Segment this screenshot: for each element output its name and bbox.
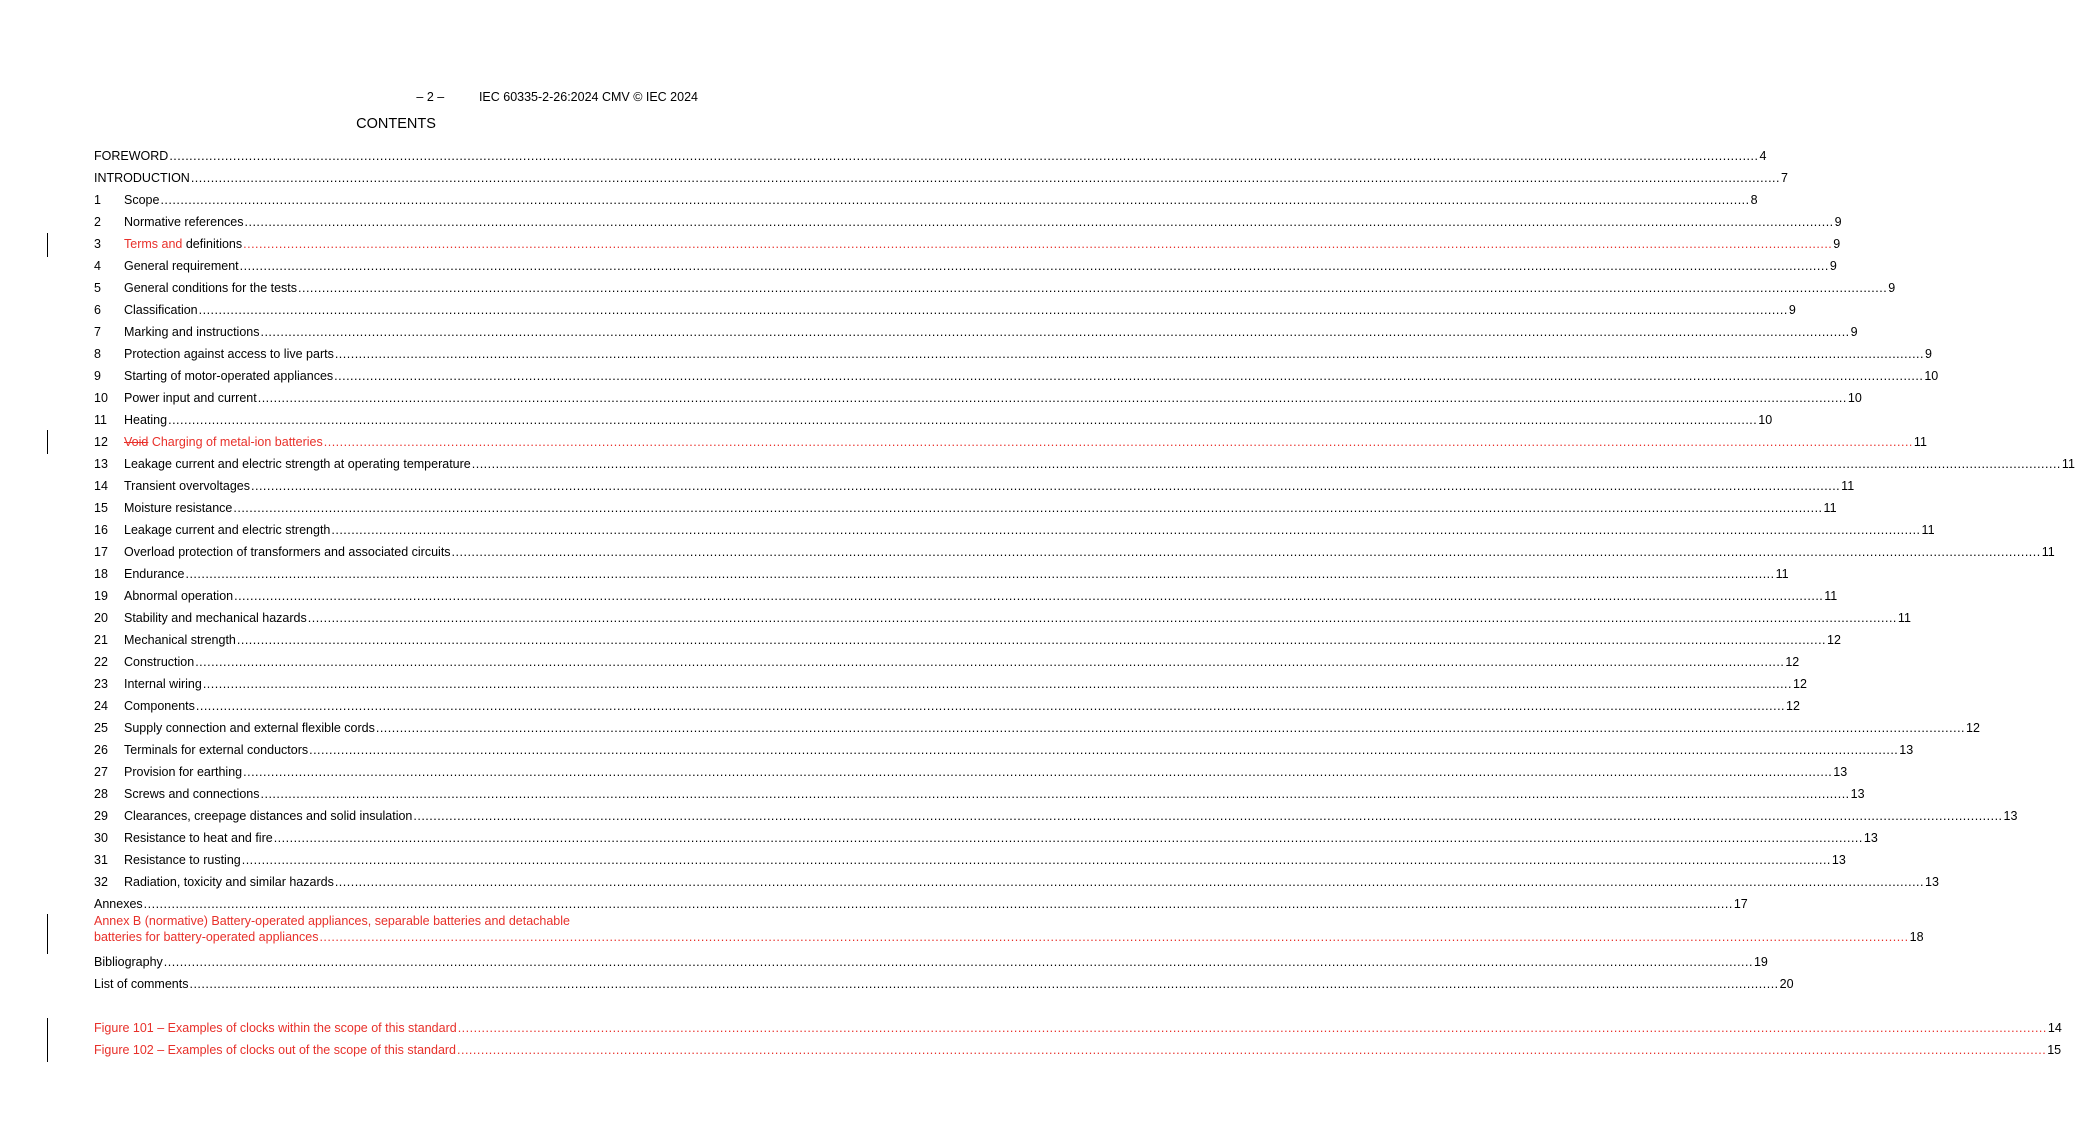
toc-page-number: 11 (1841, 479, 1855, 493)
document-id: IEC 60335-2-26:2024 CMV © IEC 2024 (478, 90, 698, 104)
change-bar (47, 914, 48, 954)
toc-clause-number: 16 (94, 523, 108, 537)
toc-clause-number: 10 (94, 391, 108, 405)
toc-leader-dots: ................................................................................................................................................................................................................................................................................................................................................................................................................ (334, 875, 1924, 889)
toc-entry-label (124, 720, 375, 736)
entry-text: Screws and connections (124, 787, 260, 801)
toc-page-number: 9 (1829, 259, 1837, 273)
toc-page-number: 12 (1786, 699, 1800, 713)
toc-entry-label (124, 456, 471, 472)
entry-text: Stability and mechanical hazards (124, 611, 307, 625)
toc-entry-label (94, 1020, 457, 1036)
toc-entry-label (124, 368, 333, 384)
toc-page-number: 13 (1833, 765, 1848, 779)
toc-entry[interactable] (94, 802, 2018, 824)
toc-entry-label (124, 478, 250, 494)
toc-entry[interactable] (94, 252, 1837, 274)
toc-entry[interactable] (94, 582, 1838, 604)
toc-entry[interactable] (94, 604, 1911, 626)
toc-entry[interactable] (94, 340, 1932, 362)
toc-page-number: 11 (2061, 457, 2075, 471)
toc-leader-dots: ................................................................................................................................................................................................................................................................................................................................................................................................................ (319, 930, 1909, 944)
toc-entry[interactable] (94, 758, 1848, 780)
toc-page-number: 9 (1834, 215, 1842, 229)
toc-entry[interactable] (94, 970, 1794, 992)
toc-clause-number: 31 (94, 853, 108, 867)
toc-entry[interactable] (94, 428, 1927, 450)
toc-entry[interactable] (94, 648, 1800, 670)
toc-leader-dots: ................................................................................................................................................................................................................................................................................................................................................................................................................ (257, 391, 1847, 405)
toc-page-number: 14 (2047, 1021, 2062, 1035)
toc-page-number: 13 (2003, 809, 2018, 823)
toc-entry[interactable] (94, 450, 2075, 472)
toc-leader-dots: ................................................................................................................................................................................................................................................................................................................................................................................................................ (241, 853, 1831, 867)
page-title: CONTENTS (356, 116, 436, 132)
toc-clause-number: 14 (94, 479, 108, 493)
entry-text: Transient overvoltages (124, 479, 250, 493)
toc-entry[interactable] (94, 560, 1789, 582)
entry-text: Supply connection and external flexible cords (124, 721, 375, 735)
toc-page-number: 7 (1781, 171, 1788, 185)
toc-page-number: 9 (1833, 237, 1841, 251)
toc-clause-number: 20 (94, 611, 108, 625)
toc-clause-number: 18 (94, 567, 108, 581)
toc-page-number: 11 (1823, 501, 1837, 515)
toc-page-number: 11 (1921, 523, 1935, 537)
toc-leader-dots: ................................................................................................................................................................................................................................................................................................................................................................................................................ (457, 1043, 2047, 1057)
toc-leader-dots: ................................................................................................................................................................................................................................................................................................................................................................................................................ (198, 303, 1788, 317)
toc-entry[interactable] (94, 868, 1939, 890)
toc-entry-label (124, 786, 260, 802)
toc-page-number: 12 (1827, 633, 1841, 647)
toc-leader-dots: ................................................................................................................................................................................................................................................................................................................................................................................................................ (243, 237, 1833, 251)
entry-text: Scope (124, 193, 160, 207)
toc-clause-number: 23 (94, 677, 108, 691)
toc-clause-number: 26 (94, 743, 108, 757)
toc-entry-label (124, 390, 257, 406)
entry-text: Mechanical strength (124, 633, 236, 647)
toc-entry[interactable] (94, 472, 1855, 494)
list-of-figures (94, 1014, 2062, 1058)
toc-annex-b-line1: Annex B (normative) Battery-operated appliances, separable batteries and detachable (94, 914, 570, 928)
toc-entry[interactable] (94, 230, 1841, 252)
toc-clause-number: 28 (94, 787, 108, 801)
entry-text: Bibliography (94, 955, 163, 969)
entry-text: Leakage current and electric strength (124, 523, 331, 537)
toc-page-number: 9 (1888, 281, 1896, 295)
toc-entry[interactable] (94, 406, 1773, 428)
entry-text: Components (124, 699, 195, 713)
entry-text: INTRODUCTION (94, 171, 190, 185)
toc-page-number: 17 (1733, 897, 1748, 911)
toc-clause-number: 12 (94, 435, 108, 449)
toc-annex-b-line2: batteries for battery-operated appliances (94, 930, 319, 944)
toc-page-number: 13 (1863, 831, 1878, 845)
toc-clause-number: 30 (94, 831, 108, 845)
entry-text: Abnormal operation (124, 589, 234, 603)
toc-leader-dots: ................................................................................................................................................................................................................................................................................................................................................................................................................ (457, 1021, 2047, 1035)
entry-text: Clearances, creepage distances and solid insulation (124, 809, 413, 823)
toc-entry-label (124, 434, 323, 450)
changed-text: Charging of metal-ion batteries (148, 435, 323, 449)
toc-clause-number: 32 (94, 875, 108, 889)
toc-clause-number: 11 (94, 413, 107, 427)
toc-entry[interactable] (94, 890, 1748, 912)
toc-entry-label (124, 280, 297, 296)
toc-clause-number: 4 (94, 259, 101, 273)
toc-annex-b[interactable] (94, 912, 1924, 945)
toc-clause-number: 27 (94, 765, 108, 779)
toc-page-number: 11 (1775, 567, 1789, 581)
entry-text: Leakage current and electric strength at operating temperature (124, 457, 471, 471)
entry-text: Terminals for external conductors (124, 743, 309, 757)
toc-leader-dots: ................................................................................................................................................................................................................................................................................................................................................................................................................ (334, 347, 1924, 361)
toc-entry-label (124, 610, 307, 626)
toc-entry[interactable] (94, 780, 1865, 802)
toc-leader-dots: ................................................................................................................................................................................................................................................................................................................................................................................................................ (260, 787, 1850, 801)
toc-entry-label (124, 852, 241, 868)
toc-leader-dots: ................................................................................................................................................................................................................................................................................................................................................................................................................ (185, 567, 1775, 581)
toc-clause-number: 7 (94, 325, 101, 339)
table-of-contents (94, 142, 2075, 912)
entry-text: Endurance (124, 567, 185, 581)
toc-page-number: 13 (1831, 853, 1846, 867)
change-bar (47, 430, 48, 454)
entry-text: Figure 101 – Examples of clocks within the scope of this standard (94, 1021, 457, 1035)
toc-leader-dots: ................................................................................................................................................................................................................................................................................................................................................................................................................ (413, 809, 2003, 823)
entry-text: Construction (124, 655, 195, 669)
toc-leader-dots: ................................................................................................................................................................................................................................................................................................................................................................................................................ (273, 831, 1863, 845)
toc-leader-dots: ................................................................................................................................................................................................................................................................................................................................................................................................................ (471, 457, 2061, 471)
toc-leader-dots: ................................................................................................................................................................................................................................................................................................................................................................................................................ (451, 545, 2041, 559)
toc-entry[interactable] (94, 692, 1800, 714)
toc-leader-dots: ................................................................................................................................................................................................................................................................................................................................................................................................................ (169, 149, 1759, 163)
toc-entry[interactable] (94, 670, 1807, 692)
toc-entry-label (124, 500, 232, 516)
toc-entry[interactable] (94, 164, 1788, 186)
toc-entry[interactable] (94, 318, 1858, 340)
toc-page-number: 18 (1909, 930, 1924, 944)
toc-page-number: 10 (1924, 369, 1939, 383)
toc-leader-dots: ................................................................................................................................................................................................................................................................................................................................................................................................................ (202, 677, 1792, 691)
toc-leader-dots: ................................................................................................................................................................................................................................................................................................................................................................................................................ (189, 977, 1779, 991)
entry-text: Protection against access to live parts (124, 347, 334, 361)
toc-clause-number: 17 (94, 545, 108, 559)
toc-page-number: 12 (1966, 721, 1980, 735)
toc-page-number: 11 (2041, 545, 2055, 559)
toc-entry-label (124, 830, 273, 846)
toc-clause-number: 3 (94, 237, 101, 251)
toc-leader-dots: ................................................................................................................................................................................................................................................................................................................................................................................................................ (331, 523, 1921, 537)
entry-text: Classification (124, 303, 198, 317)
toc-entry[interactable] (94, 494, 1837, 516)
toc-leader-dots: ................................................................................................................................................................................................................................................................................................................................................................................................................ (163, 955, 1753, 969)
toc-clause-number: 8 (94, 347, 101, 361)
toc-leader-dots: ................................................................................................................................................................................................................................................................................................................................................................................................................ (309, 743, 1899, 757)
toc-entry[interactable] (94, 208, 1842, 230)
toc-leader-dots: ................................................................................................................................................................................................................................................................................................................................................................................................................ (251, 479, 1841, 493)
toc-entry[interactable] (94, 736, 1914, 758)
toc-entry[interactable] (94, 714, 1980, 736)
toc-entry-label (124, 808, 412, 824)
figure-entry[interactable] (94, 1014, 2062, 1036)
toc-entry-label (94, 1042, 456, 1058)
toc-page-number: 11 (1824, 589, 1838, 603)
toc-entry-label (124, 632, 236, 648)
toc-page-number: 9 (1850, 325, 1858, 339)
entry-text: FOREWORD (94, 149, 169, 163)
toc-back-matter (94, 948, 1794, 992)
page-number: – 2 – (416, 90, 445, 104)
entry-text: definitions (182, 237, 243, 251)
toc-page-number: 8 (1750, 193, 1758, 207)
toc-clause-number: 15 (94, 501, 108, 515)
entry-text: Starting of motor-operated appliances (124, 369, 334, 383)
toc-entry[interactable] (94, 626, 1841, 648)
toc-clause-number: 25 (94, 721, 108, 735)
toc-clause-number: 19 (94, 589, 108, 603)
toc-leader-dots: ................................................................................................................................................................................................................................................................................................................................................................................................................ (143, 897, 1733, 911)
toc-clause-number: 5 (94, 281, 101, 295)
toc-page-number: 20 (1779, 977, 1794, 991)
toc-leader-dots: ................................................................................................................................................................................................................................................................................................................................................................................................................ (375, 721, 1966, 735)
toc-entry-label (124, 522, 330, 538)
toc-entry[interactable] (94, 296, 1796, 318)
entry-text: Internal wiring (124, 677, 202, 691)
toc-page-number: 19 (1753, 955, 1768, 969)
entry-text: Radiation, toxicity and similar hazards (124, 875, 334, 889)
toc-clause-number: 1 (94, 193, 101, 207)
entry-text: General requirement (124, 259, 239, 273)
toc-entry-label (124, 412, 167, 428)
toc-leader-dots: ................................................................................................................................................................................................................................................................................................................................................................................................................ (334, 369, 1924, 383)
toc-entry-label (124, 654, 194, 670)
entry-text: Resistance to rusting (124, 853, 241, 867)
toc-entry[interactable] (94, 274, 1896, 296)
toc-entry-label (124, 742, 308, 758)
toc-entry-label (94, 170, 190, 186)
toc-leader-dots: ................................................................................................................................................................................................................................................................................................................................................................................................................ (195, 699, 1786, 713)
toc-clause-number: 24 (94, 699, 108, 713)
toc-page-number: 11 (1913, 435, 1927, 449)
toc-page-number: 9 (1788, 303, 1796, 317)
toc-leader-dots: ................................................................................................................................................................................................................................................................................................................................................................................................................ (233, 501, 1823, 515)
toc-entry[interactable] (94, 186, 1758, 208)
toc-clause-number: 6 (94, 303, 101, 317)
toc-entry-label (94, 896, 143, 912)
toc-page-number: 9 (1925, 347, 1932, 361)
toc-entry-label (124, 676, 202, 692)
toc-page-number: 15 (2047, 1043, 2062, 1057)
toc-clause-number: 29 (94, 809, 108, 823)
toc-leader-dots: ................................................................................................................................................................................................................................................................................................................................................................................................................ (243, 765, 1833, 779)
figure-entry[interactable] (94, 1036, 2062, 1058)
entry-text: Power input and current (124, 391, 257, 405)
toc-page-number: 12 (1785, 655, 1800, 669)
toc-entry-label (124, 192, 159, 208)
entry-text: Heating (124, 413, 168, 427)
toc-page-number: 12 (1793, 677, 1807, 691)
toc-leader-dots: ................................................................................................................................................................................................................................................................................................................................................................................................................ (160, 193, 1750, 207)
toc-page-number: 10 (1758, 413, 1773, 427)
toc-entry[interactable] (94, 824, 1878, 846)
toc-leader-dots: ................................................................................................................................................................................................................................................................................................................................................................................................................ (236, 633, 1827, 647)
toc-clause-number: 21 (94, 633, 108, 647)
toc-entry[interactable] (94, 846, 1846, 868)
toc-entry-label (124, 566, 184, 582)
entry-text: Figure 102 – Examples of clocks out of the scope of this standard (94, 1043, 457, 1057)
entry-text: Normative references (124, 215, 244, 229)
toc-page-number: 11 (1897, 611, 1911, 625)
changed-text: Terms and (124, 237, 183, 251)
toc-entry-label (94, 148, 168, 164)
toc-leader-dots: ................................................................................................................................................................................................................................................................................................................................................................................................................ (168, 413, 1758, 427)
entry-text: Resistance to heat and fire (124, 831, 273, 845)
change-bar (47, 1018, 48, 1062)
toc-page-number: 13 (1925, 875, 1939, 889)
toc-entry-label (124, 588, 233, 604)
toc-entry-label (124, 214, 244, 230)
toc-entry-label (124, 544, 451, 560)
toc-leader-dots: ................................................................................................................................................................................................................................................................................................................................................................................................................ (190, 171, 1780, 185)
toc-leader-dots: ................................................................................................................................................................................................................................................................................................................................................................................................................ (239, 259, 1829, 273)
toc-entry[interactable] (94, 516, 1935, 538)
toc-entry[interactable] (94, 384, 1862, 406)
toc-entry-label (124, 258, 239, 274)
toc-entry-label (124, 764, 242, 780)
toc-leader-dots: ................................................................................................................................................................................................................................................................................................................................................................................................................ (298, 281, 1888, 295)
toc-clause-number: 2 (94, 215, 101, 229)
toc-entry-label (124, 236, 242, 252)
entry-text: General conditions for the tests (124, 281, 298, 295)
entry-text: List of comments (94, 977, 189, 991)
entry-text: Annexes (94, 897, 143, 911)
toc-page-number: 13 (1850, 787, 1865, 801)
change-bar (47, 233, 48, 257)
page-header (94, 76, 698, 104)
toc-entry-label (124, 302, 198, 318)
toc-leader-dots: ................................................................................................................................................................................................................................................................................................................................................................................................................ (260, 325, 1850, 339)
toc-entry-label (94, 976, 188, 992)
toc-entry[interactable] (94, 142, 1767, 164)
toc-page-number: 4 (1759, 149, 1767, 163)
toc-leader-dots: ................................................................................................................................................................................................................................................................................................................................................................................................................ (307, 611, 1897, 625)
entry-text: Moisture resistance (124, 501, 233, 515)
toc-entry-label (94, 954, 163, 970)
entry-text: Marking and instructions (124, 325, 260, 339)
toc-leader-dots: ................................................................................................................................................................................................................................................................................................................................................................................................................ (323, 435, 1913, 449)
toc-entry-label (124, 874, 334, 890)
toc-entry-label (124, 324, 259, 340)
toc-entry[interactable] (94, 948, 1768, 970)
toc-clause-number: 22 (94, 655, 108, 669)
toc-page-number: 10 (1847, 391, 1862, 405)
toc-clause-number: 9 (94, 369, 101, 383)
toc-leader-dots: ................................................................................................................................................................................................................................................................................................................................................................................................................ (195, 655, 1785, 669)
toc-leader-dots: ................................................................................................................................................................................................................................................................................................................................................................................................................ (234, 589, 1824, 603)
toc-entry[interactable] (94, 362, 1939, 384)
deleted-text: Void (124, 435, 149, 449)
toc-page-number: 13 (1899, 743, 1914, 757)
entry-text: Overload protection of transformers and associated circuits (124, 545, 451, 559)
toc-entry[interactable] (94, 538, 2055, 560)
entry-text: Provision for earthing (124, 765, 243, 779)
toc-entry-label (124, 698, 195, 714)
toc-entry-label (124, 346, 334, 362)
toc-clause-number: 13 (94, 457, 108, 471)
toc-leader-dots: ................................................................................................................................................................................................................................................................................................................................................................................................................ (244, 215, 1834, 229)
